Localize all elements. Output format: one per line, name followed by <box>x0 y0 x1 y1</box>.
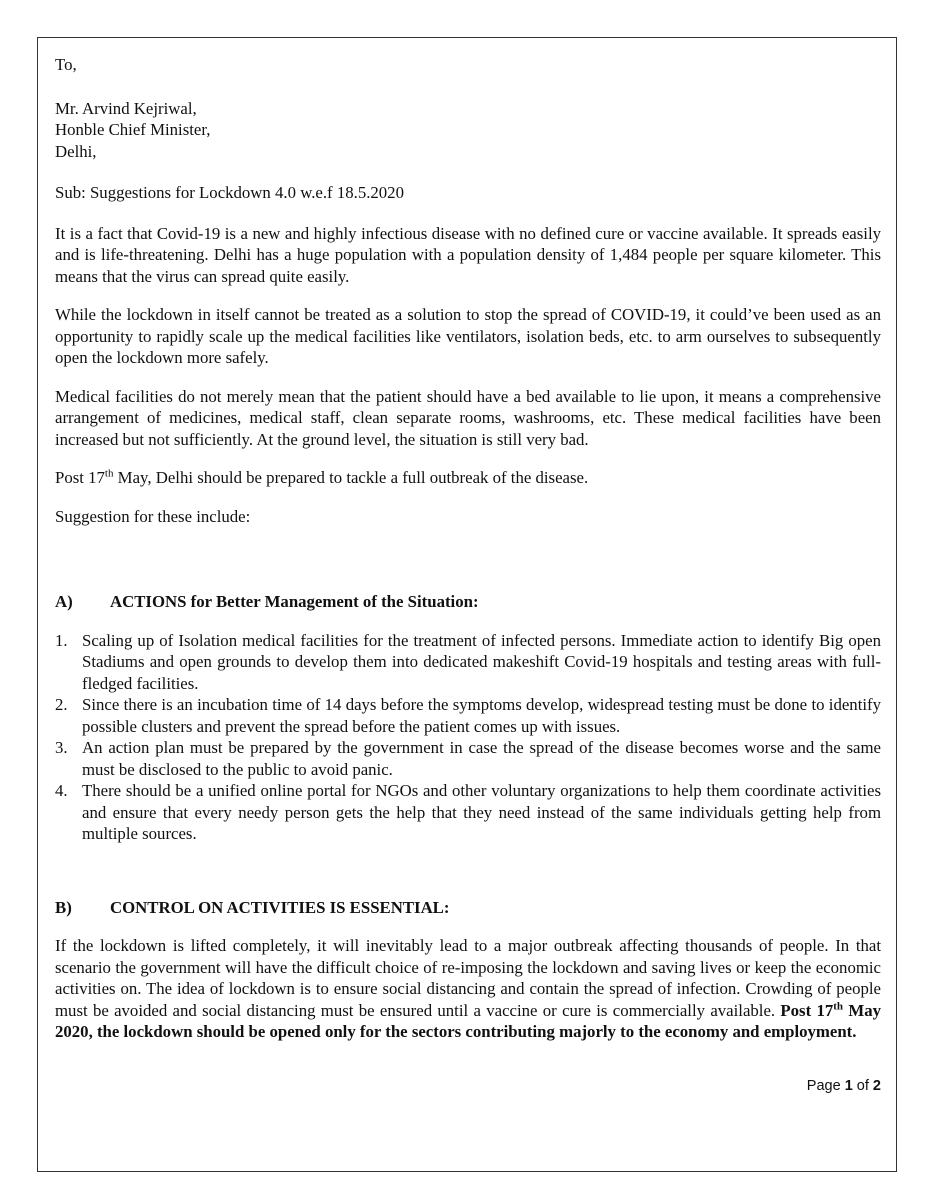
ordinal-suffix: th <box>104 467 114 480</box>
list-item <box>55 630 881 695</box>
recipient-place: Delhi, <box>55 141 97 161</box>
list-item <box>55 737 881 780</box>
list-item-number: 4. <box>55 781 68 800</box>
section-b-title: CONTROL ON ACTIVITIES IS ESSENTIAL: <box>110 897 450 917</box>
list-item-number: 2. <box>55 695 68 714</box>
recipient-name: Mr. Arvind Kejriwal, <box>55 98 197 118</box>
post-may-text-start: Post 17 <box>55 468 105 487</box>
list-item <box>55 694 881 737</box>
list-item-text: Since there is an incubation time of 14 days before the symptoms develop, widespread testing must be done to identify possible clusters and prevent the spread before the patient comes up with issues. <box>82 695 881 736</box>
section-b-bold-start: Post 17 <box>780 1000 834 1020</box>
page-label: Page <box>806 1078 845 1094</box>
section-b-heading <box>55 897 881 919</box>
list-item-number: 3. <box>55 738 68 757</box>
salutation: To, <box>55 55 77 74</box>
list-item-text: An action plan must be prepared by the government in case the spread of the disease becomes worse and the same must be disclosed to the public to avoid panic. <box>82 738 881 779</box>
total-pages-number: 2 <box>872 1078 881 1094</box>
section-a-title: ACTIONS for Better Management of the Situation: <box>110 592 479 611</box>
post-may-text-end: May, Delhi should be prepared to tackle a full outbreak of the disease. <box>113 468 589 487</box>
suggestions-lead: Suggestion for these include: <box>55 506 251 526</box>
paragraph-medical-facilities: Medical facilities do not merely mean that the patient should have a bed available to lie upon, it means a comprehensive arrangement of medicines, medical staff, clean separate rooms, washrooms, etc. These medical facilities have been increased but not sufficiently. At the ground level, the situation is still very bad. <box>55 386 881 449</box>
list-item-number: 1. <box>55 630 68 650</box>
paragraph-covid-facts: It is a fact that Covid-19 is a new and highly infectious disease with no defined cure or vaccine available. It spreads easily and is life-threatening. Delhi has a huge population with a population density of 1,484 people per square kilometer. This means that the virus can spread quite easily. <box>55 223 881 286</box>
of-label: of <box>852 1078 873 1094</box>
list-item-text: There should be a unified online portal for NGOs and other voluntary organizations to help them coordinate activities and ensure that every needy person gets the help that they need instead of the same individuals getting help from multiple sources. <box>82 781 881 843</box>
section-b-ordinal-suffix: th <box>833 999 844 1012</box>
recipient-title: Honble Chief Minister, <box>55 120 211 139</box>
paragraph-post-17th-may <box>55 467 881 489</box>
section-b-bold-end: May 2020, the lockdown should be opened only for the sectors contributing majorly to the economy and employment. <box>55 1000 881 1041</box>
current-page-number: 1 <box>844 1078 853 1094</box>
actions-list <box>55 630 881 845</box>
section-b-letter: B) <box>55 897 72 917</box>
list-item-text: Scaling up of Isolation medical facilities for the treatment of infected persons. Immediate action to identify Big open Stadiums and open grounds to develop them into dedicated makeshift Covid-19 hospitals and testing areas with full-fledged facilities. <box>82 630 881 693</box>
recipient-address <box>55 98 881 163</box>
section-b-paragraph <box>55 935 881 1043</box>
letter-body <box>55 54 881 1043</box>
section-a-heading <box>55 591 881 613</box>
section-b-plain-text: If the lockdown is lifted completely, it will inevitably lead to a major outbreak affecting thousands of people. In that scenario the government will have the difficult choice of re-imposing the lockdown and saving lives or keep the economic activities on. The idea of lockdown is to ensure social distancing and contain the spread of infection. Crowding of people must be avoided and social distancing must be ensured until a vaccine or cure is commercially available. <box>55 936 881 1020</box>
list-item <box>55 780 881 845</box>
paragraph-lockdown-opportunity: While the lockdown in itself cannot be treated as a solution to stop the spread of COVID-19, it could’ve been used as an opportunity to rapidly scale up the medical facilities like ventilators, isolation beds, etc. to arm ourselves to subsequently open the lockdown more safely. <box>55 305 881 367</box>
page-number-footer <box>807 1078 881 1094</box>
section-a-letter: A) <box>55 592 73 611</box>
subject-line: Sub: Suggestions for Lockdown 4.0 w.e.f 18.5.2020 <box>55 183 404 202</box>
